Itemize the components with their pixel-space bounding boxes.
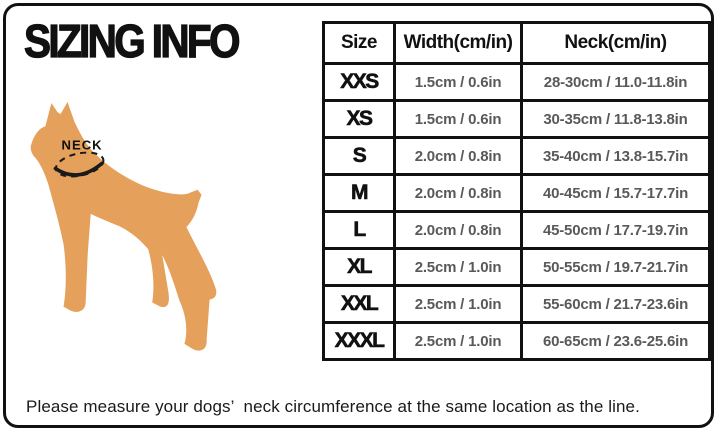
measurement-note: Please measure your dogs’ neck circumference at the same location as the line. <box>26 397 640 416</box>
table-row <box>324 175 710 212</box>
table-row <box>324 101 710 138</box>
header-width: Width(cm/in) <box>395 23 522 64</box>
page-title: SIZING INFO <box>24 15 238 67</box>
header-size: Size <box>324 23 395 64</box>
neck-cell: 45-50cm / 17.7-19.7in <box>522 212 710 249</box>
neck-cell: 60-65cm / 23.6-25.6in <box>522 323 710 360</box>
neck-cell: 30-35cm / 11.8-13.8in <box>522 101 710 138</box>
size-cell: S <box>324 138 395 175</box>
size-cell: M <box>324 175 395 212</box>
neck-label: NECK <box>61 137 103 153</box>
width-cell: 2.5cm / 1.0in <box>395 323 522 360</box>
dog-illustration <box>20 98 234 360</box>
sizing-table <box>322 21 711 361</box>
table-header-row <box>324 23 710 64</box>
width-cell: 2.5cm / 1.0in <box>395 249 522 286</box>
size-cell: XXL <box>324 286 395 323</box>
table-row <box>324 64 710 101</box>
neck-cell: 55-60cm / 21.7-23.6in <box>522 286 710 323</box>
size-cell: XS <box>324 101 395 138</box>
size-cell: XXS <box>324 64 395 101</box>
width-cell: 2.0cm / 0.8in <box>395 212 522 249</box>
width-cell: 2.5cm / 1.0in <box>395 286 522 323</box>
width-cell: 1.5cm / 0.6in <box>395 101 522 138</box>
neck-cell: 28-30cm / 11.0-11.8in <box>522 64 710 101</box>
width-cell: 2.0cm / 0.8in <box>395 175 522 212</box>
neck-cell: 50-55cm / 19.7-21.7in <box>522 249 710 286</box>
table-row <box>324 323 710 360</box>
neck-cell: 35-40cm / 13.8-15.7in <box>522 138 710 175</box>
table-row <box>324 138 710 175</box>
size-cell: XXXL <box>324 323 395 360</box>
width-cell: 1.5cm / 0.6in <box>395 64 522 101</box>
neck-cell: 40-45cm / 15.7-17.7in <box>522 175 710 212</box>
header-neck: Neck(cm/in) <box>522 23 710 64</box>
dog-silhouette-graphic <box>20 98 234 360</box>
table-row <box>324 286 710 323</box>
width-cell: 2.0cm / 0.8in <box>395 138 522 175</box>
size-cell: XL <box>324 249 395 286</box>
table-row <box>324 212 710 249</box>
table-row <box>324 249 710 286</box>
size-cell: L <box>324 212 395 249</box>
dog-body-shape <box>31 102 217 351</box>
